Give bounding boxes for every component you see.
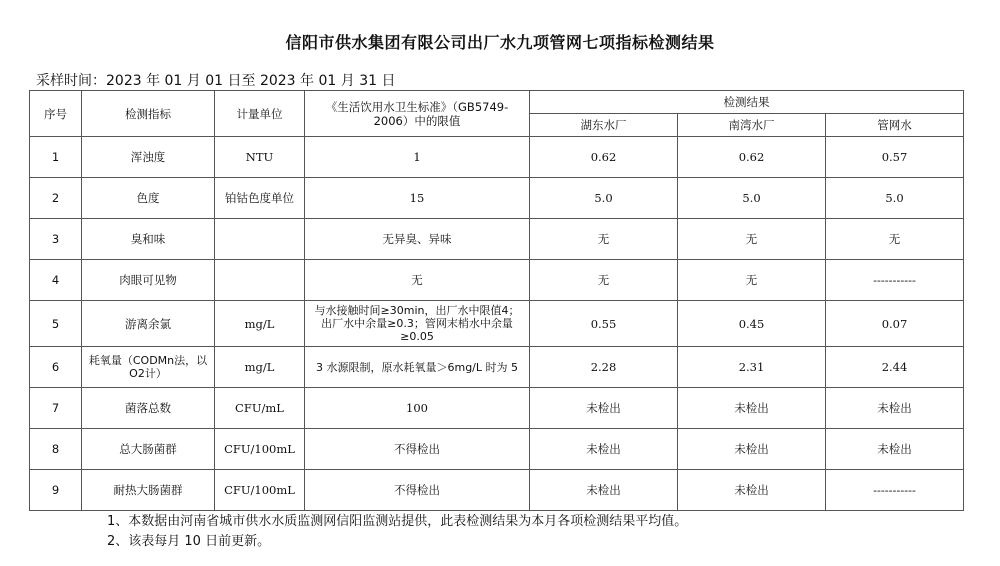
cell-site1: 无 [530,260,678,301]
cell-limit: 1 [305,137,530,178]
cell-site2: 5.0 [678,178,826,219]
cell-site2: 0.62 [678,137,826,178]
cell-unit [215,219,305,260]
cell-site2: 0.45 [678,301,826,347]
cell-indicator: 色度 [82,178,215,219]
cell-indicator: 耐热大肠菌群 [82,470,215,511]
results-table [29,90,964,511]
cell-site1: 0.62 [530,137,678,178]
table-row [30,260,964,301]
cell-indicator: 游离余氯 [82,301,215,347]
document-title: 信阳市供水集团有限公司出厂水九项管网七项指标检测结果 [285,33,715,52]
cell-no: 3 [30,219,82,260]
cell-indicator: 菌落总数 [82,388,215,429]
cell-no: 9 [30,470,82,511]
cell-site3: 无 [826,219,964,260]
cell-site3: 0.57 [826,137,964,178]
cell-unit: mg/L [215,301,305,347]
cell-limit: 15 [305,178,530,219]
cell-site2: 2.31 [678,347,826,388]
cell-site2: 未检出 [678,470,826,511]
cell-site1: 未检出 [530,429,678,470]
table-row [30,178,964,219]
cell-no: 8 [30,429,82,470]
cell-site2: 无 [678,260,826,301]
table-row [30,388,964,429]
cell-site3: ----------- [826,470,964,511]
header-indicator: 检测指标 [82,91,215,137]
table-row [30,219,964,260]
cell-no: 5 [30,301,82,347]
table-row [30,301,964,347]
header-unit: 计量单位 [215,91,305,137]
cell-indicator: 耗氧量（CODMn法，以O2计） [82,347,215,388]
cell-site3: 5.0 [826,178,964,219]
table-row [30,470,964,511]
cell-unit: NTU [215,137,305,178]
cell-no: 1 [30,137,82,178]
cell-no: 2 [30,178,82,219]
sampling-period: 采样时间：2023 年 01 月 01 日至 2023 年 01 月 31 日 [36,73,396,89]
cell-unit: CFU/mL [215,388,305,429]
cell-unit [215,260,305,301]
cell-unit: CFU/100mL [215,470,305,511]
table-row [30,347,964,388]
header-site-hudong: 湖东水厂 [530,114,678,137]
cell-site3: 0.07 [826,301,964,347]
cell-site1: 2.28 [530,347,678,388]
cell-limit: 无 [305,260,530,301]
cell-site2: 未检出 [678,429,826,470]
cell-limit: 3 水源限制，原水耗氧量＞6mg/L 时为 5 [305,347,530,388]
cell-indicator: 总大肠菌群 [82,429,215,470]
cell-no: 7 [30,388,82,429]
cell-site3: 未检出 [826,388,964,429]
header-site-nanwan: 南湾水厂 [678,114,826,137]
cell-site3: 2.44 [826,347,964,388]
cell-site3: 未检出 [826,429,964,470]
cell-limit: 不得检出 [305,470,530,511]
cell-site1: 未检出 [530,388,678,429]
cell-site1: 无 [530,219,678,260]
cell-site2: 未检出 [678,388,826,429]
cell-indicator: 臭和味 [82,219,215,260]
cell-unit: 铂钴色度单位 [215,178,305,219]
cell-indicator: 浑浊度 [82,137,215,178]
cell-site1: 5.0 [530,178,678,219]
cell-no: 4 [30,260,82,301]
footnotes [107,512,687,552]
header-site-network: 管网水 [826,114,964,137]
cell-site1: 未检出 [530,470,678,511]
cell-site1: 0.55 [530,301,678,347]
header-no: 序号 [30,91,82,137]
header-limit: 《生活饮用水卫生标准》（GB5749-2006）中的限值 [305,91,530,137]
cell-limit: 与水接触时间≥30min，出厂水中限值4；出厂水中余量≥0.3；管网末梢水中余量≥0.05 [305,301,530,347]
cell-limit: 无异臭、异味 [305,219,530,260]
cell-indicator: 肉眼可见物 [82,260,215,301]
cell-unit: mg/L [215,347,305,388]
cell-site3: ----------- [826,260,964,301]
footnote-2: 2、该表每月 10 日前更新。 [107,534,271,549]
header-results: 检测结果 [530,91,964,114]
cell-limit: 不得检出 [305,429,530,470]
cell-no: 6 [30,347,82,388]
cell-site2: 无 [678,219,826,260]
cell-unit: CFU/100mL [215,429,305,470]
table-row [30,137,964,178]
footnote-1: 1、本数据由河南省城市供水水质监测网信阳监测站提供，此表检测结果为本月各项检测结果平均值。 [107,514,688,529]
cell-limit: 100 [305,388,530,429]
table-row [30,429,964,470]
